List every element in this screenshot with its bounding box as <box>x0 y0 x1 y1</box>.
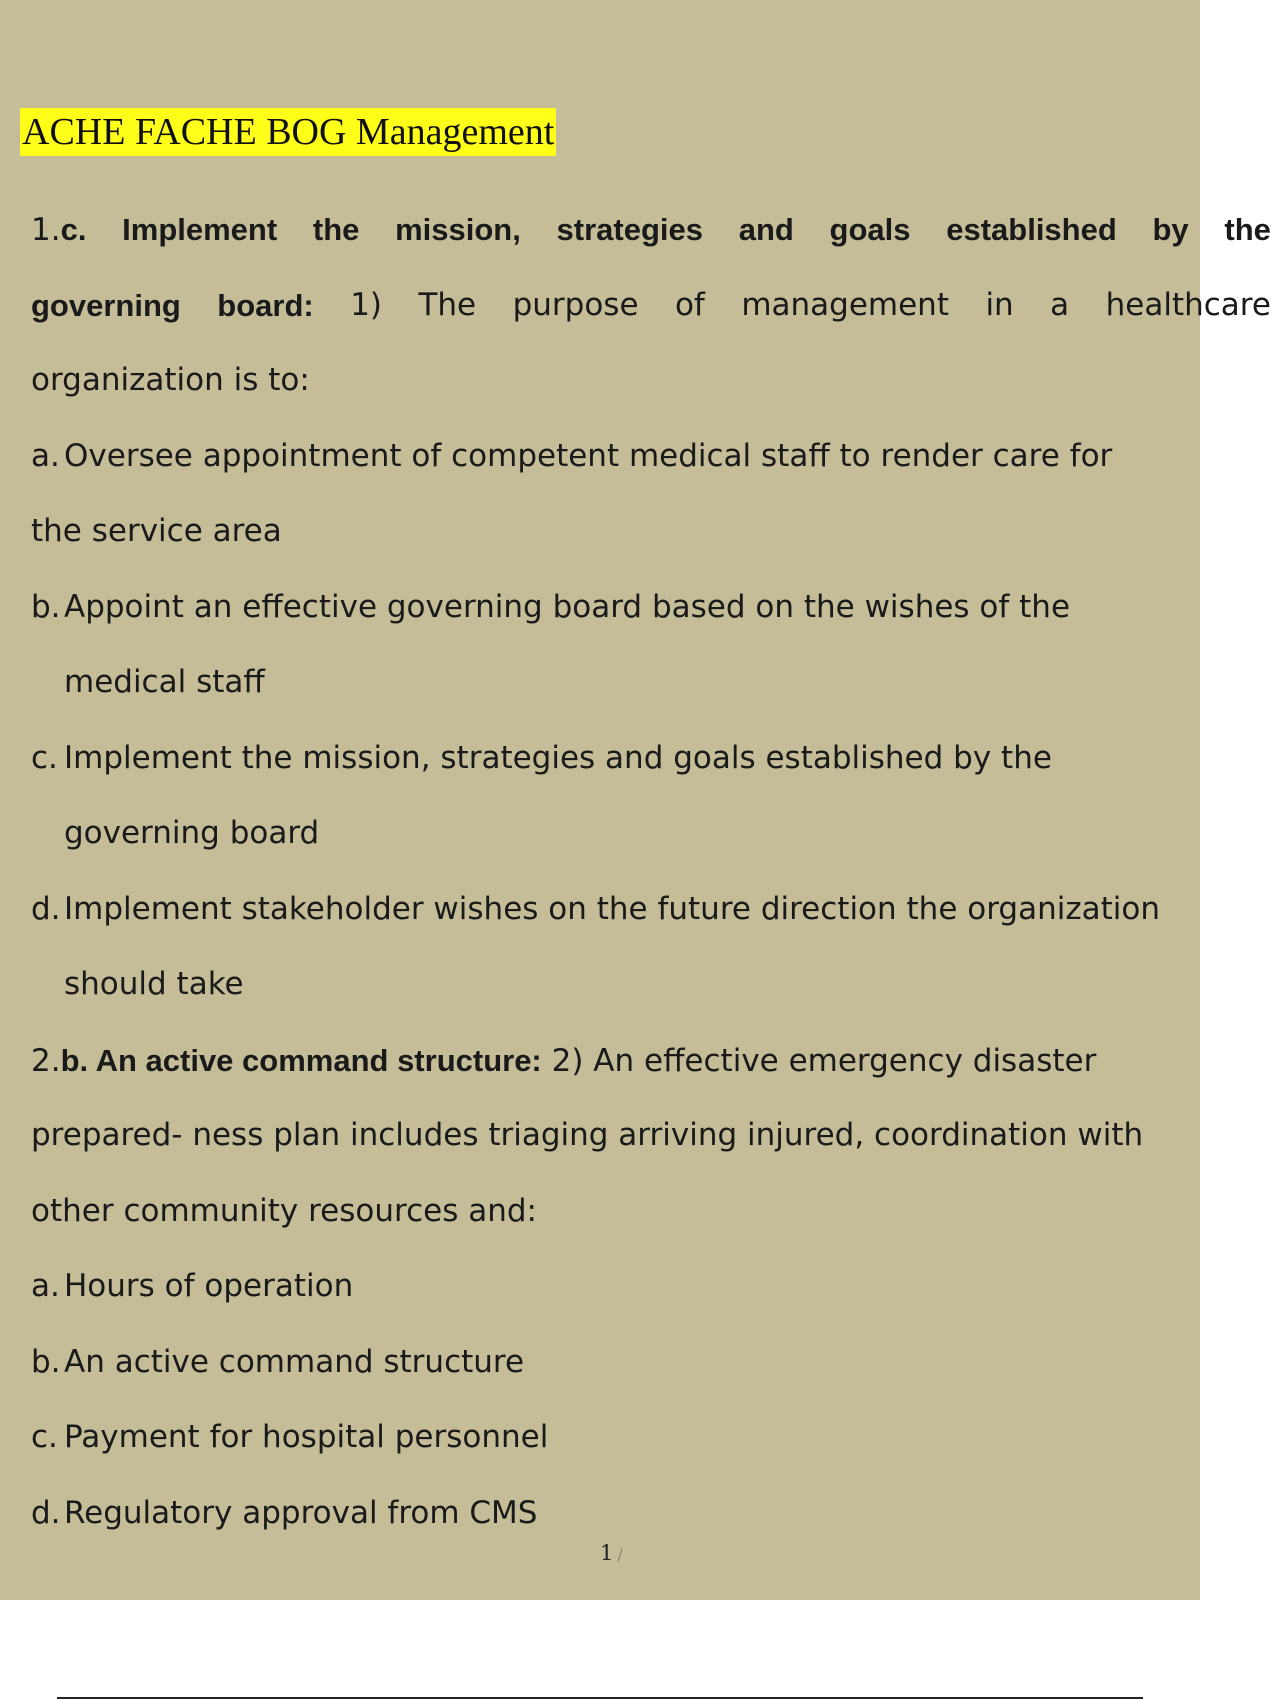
q2-answer: b. An active command structure: <box>60 1042 542 1078</box>
page-number <box>600 1541 623 1565</box>
q1-option-d-cont: should take <box>64 966 244 1002</box>
q2-line-3: other community resources and: <box>31 1192 537 1229</box>
option-text: An active command structure <box>64 1343 525 1380</box>
option-text: Oversee appointment of competent medical staff to render care for <box>64 437 1113 474</box>
next-page-divider <box>57 1697 1143 1699</box>
option-label: a. <box>31 437 60 474</box>
q1-answer-word: mission, <box>395 212 521 247</box>
q1-answer-word: the <box>1224 212 1271 247</box>
option-text: Regulatory approval from CMS <box>64 1494 538 1531</box>
document-body <box>31 192 1271 1551</box>
q1-answer-word: by <box>1152 212 1189 247</box>
q2-line-2: prepared- ness plan includes triaging arriving injured, coordination with <box>31 1117 1144 1153</box>
option-label: a. <box>31 1268 60 1304</box>
q2-option-b <box>31 1325 1271 1401</box>
document-title: ACHE FACHE BOG Management <box>20 108 556 156</box>
q2-line-1 <box>31 1023 1271 1099</box>
q1-question-word: healthcare <box>1105 286 1271 323</box>
q1-answer-word: governing <box>31 287 181 323</box>
q1-option-a <box>31 419 1271 495</box>
option-text: Implement the mission, strategies and goals established by the <box>64 739 1052 776</box>
q1-question-word: a <box>1050 286 1070 323</box>
q1-line-2 <box>31 268 1271 344</box>
q1-answer-word: board: <box>217 287 314 323</box>
q1-option-b-cont: medical staff <box>64 664 265 700</box>
option-text: Payment for hospital personnel <box>64 1419 549 1455</box>
q2-option-a <box>31 1249 1271 1325</box>
q1-line-1 <box>31 192 1271 268</box>
q1-question-word: of <box>674 286 705 323</box>
q2-option-d <box>31 1476 1271 1552</box>
q1-answer-word: c. <box>60 212 87 247</box>
option-label: c. <box>31 1419 58 1455</box>
q1-answer-word: the <box>312 212 360 247</box>
q1-option-d <box>31 872 1271 948</box>
q2-question-start: 2) An effective emergency disaster <box>541 1042 1097 1079</box>
option-label: b. <box>31 588 61 625</box>
q1-answer-word: established <box>946 212 1117 247</box>
q1-option-c <box>31 721 1271 797</box>
q1-question-word: 1) <box>350 286 383 323</box>
q1-option-c-cont: governing board <box>64 815 320 851</box>
q1-answer-word: goals <box>829 212 911 247</box>
q1-question-word: purpose <box>512 286 639 323</box>
q1-question-end: organization is to: <box>31 362 310 398</box>
option-label: b. <box>31 1343 61 1380</box>
q1-option-b <box>31 570 1271 646</box>
q1-question-word: management <box>741 286 949 323</box>
option-label: d. <box>31 890 61 927</box>
option-label: d. <box>31 1494 61 1531</box>
page-number-value: 1 <box>600 1541 614 1565</box>
q1-question-word: in <box>985 286 1014 323</box>
q2-number: 2. <box>31 1042 61 1079</box>
q1-answer-word: strategies <box>556 212 704 247</box>
option-text: Hours of operation <box>64 1268 354 1304</box>
page-number-separator: / <box>617 1545 623 1564</box>
q2-option-c <box>31 1400 1271 1476</box>
q1-option-a-cont: the service area <box>31 513 282 549</box>
option-label: c. <box>31 739 58 776</box>
option-text: Implement stakeholder wishes on the future direction the organization <box>64 890 1161 927</box>
q1-number: 1. <box>31 212 61 248</box>
q1-answer-word: and <box>738 212 794 247</box>
option-text: Appoint an effective governing board based on the wishes of the <box>64 588 1071 625</box>
q1-answer-word: Implement <box>122 212 278 247</box>
q1-question-word: The <box>418 286 477 323</box>
